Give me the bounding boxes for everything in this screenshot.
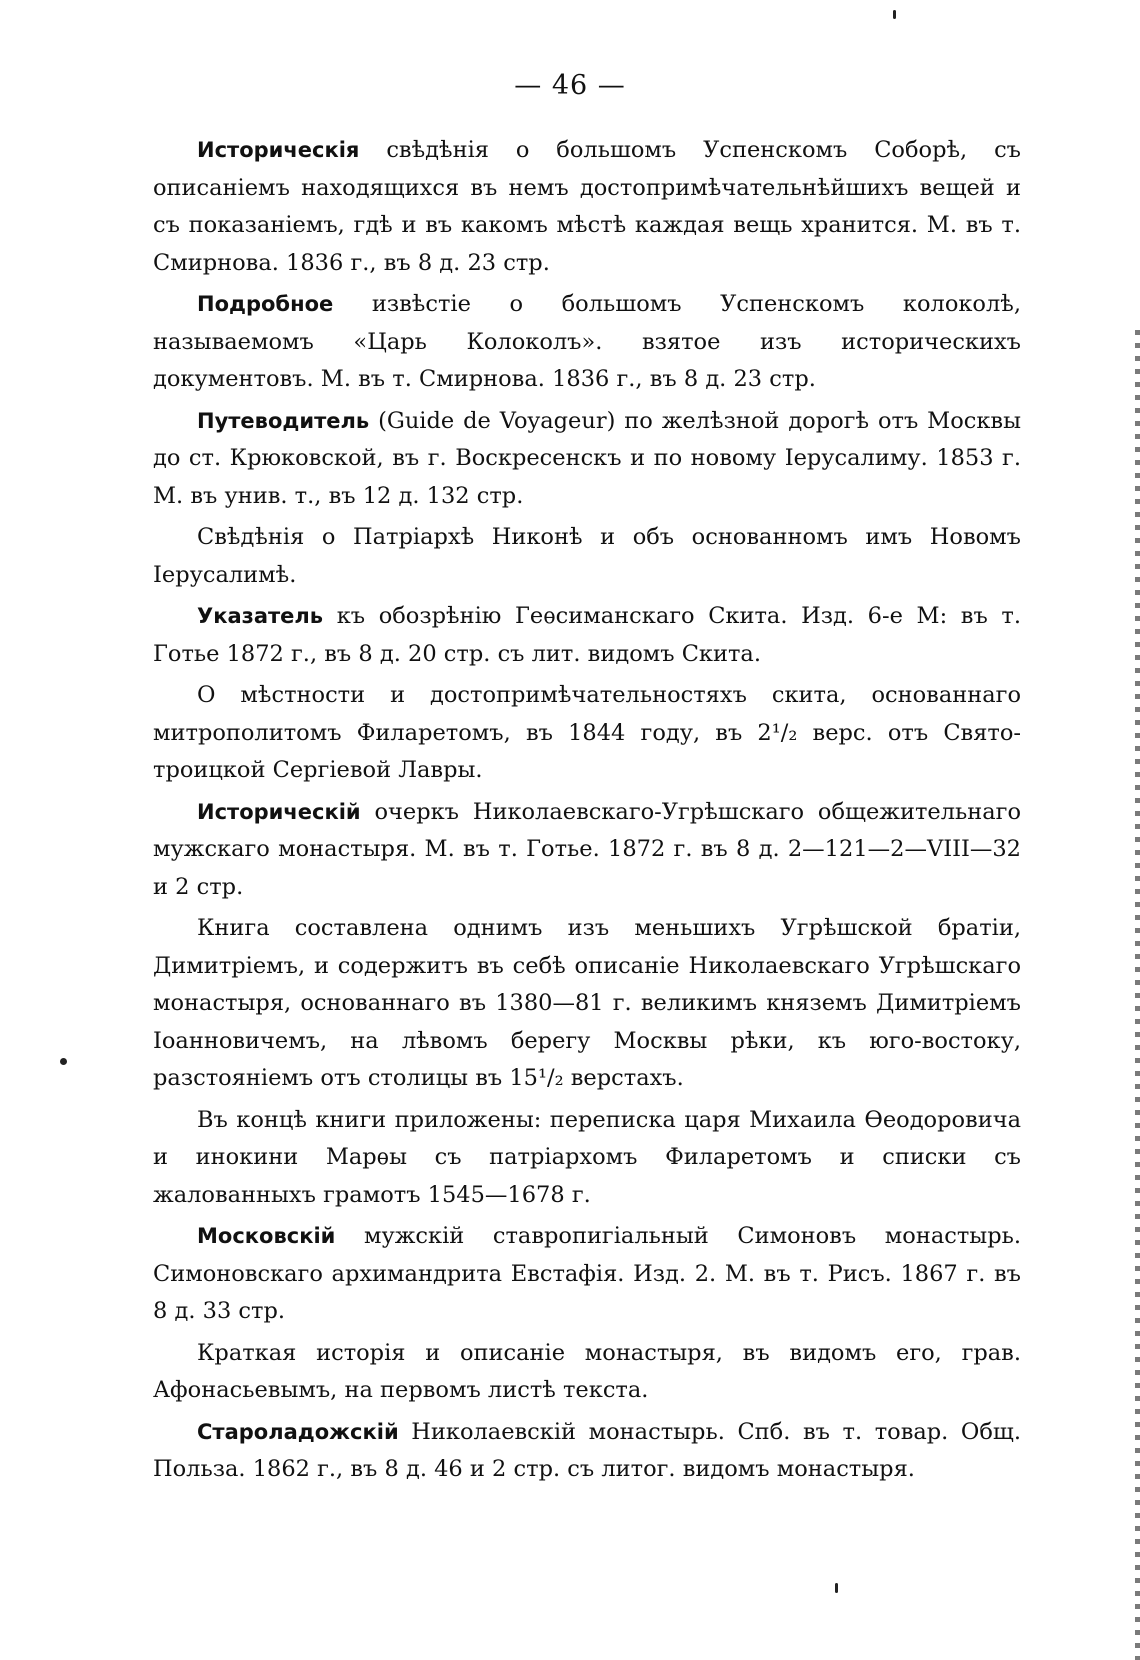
entry-text: извѣстіе о большомъ Успенскомъ колоколѣ, называемомъ «Царь Колоколъ». взятое изъ историческихъ документовъ. М. въ т. Смирнова. 1836 г., въ 8 д. 23 стр.	[153, 291, 1021, 392]
entry-text: очеркъ Николаевскаго-Угрѣшскаго общежительнаго мужскаго монастыря. М. въ т. Готье. 1872 г. въ 8 д. 2—121—2—VIII—32 и 2 стр.	[153, 798, 1021, 900]
entry-lead-word: Указатель	[197, 604, 324, 628]
catalog-text	[153, 132, 1021, 1493]
entry-lead-word: Подробное	[197, 292, 334, 316]
entry-annotation	[153, 677, 1021, 790]
entry-text: къ обозрѣнію Геѳсиманскаго Скита. Изд. 6-е М: въ т. Готье 1872 г., въ 8 д. 20 стр. съ лит. видомъ Скита.	[153, 603, 1021, 667]
entry-text: мужскій ставропигіальный Симоновъ монастырь. Симоновскаго архимандрита Евстафія. Изд. 2. М. въ т. Рисъ. 1867 г. въ 8 д. 33 стр.	[153, 1223, 1021, 1324]
entry-text: О мѣстности и достопримѣчательностяхъ скита, основаннаго митрополитомъ Филаретомъ, въ 1844 году, въ 2¹/₂ верс. отъ Свято-троицкой Сергіевой Лавры.	[153, 682, 1021, 783]
ink-speck	[893, 10, 896, 19]
page-number: — 46 —	[514, 70, 626, 101]
entry-annotation	[153, 519, 1021, 594]
catalog-entry	[153, 403, 1021, 516]
entry-text: Краткая исторія и описаніе монастыря, въ видомъ его, грав. Афонасьевымъ, на первомъ листѣ текста.	[153, 1339, 1021, 1403]
catalog-entry	[153, 598, 1021, 673]
ink-speck	[60, 1058, 67, 1065]
entry-text: Николаевскій монастырь. Спб. въ т. товар. Общ. Польза. 1862 г., въ 8 д. 46 и 2 стр. съ литог. видомъ монастыря.	[153, 1418, 1021, 1482]
catalog-entry	[153, 286, 1021, 399]
entry-text: Въ концѣ книги приложены: переписка царя Михаила Ѳеодоровича и инокини Марѳы съ патріархомъ Филаретомъ и списки съ жалованныхъ грамотъ 1545—1678 г.	[153, 1106, 1021, 1208]
entry-text: Свѣдѣнія о Патріархѣ Никонѣ и объ основанномъ имъ Новомъ Іерусалимѣ.	[153, 524, 1021, 588]
catalog-entry	[153, 1414, 1021, 1489]
entry-lead-word: Староладожскій	[197, 1419, 399, 1444]
entry-annotation	[153, 1102, 1021, 1215]
entry-text: Книга составлена однимъ изъ меньшихъ Угрѣшской братіи, Димитріемъ, и содержитъ въ себѣ описаніе Николаевскаго Угрѣшскаго монастыря, основаннаго въ 1380—81 г. великимъ княземъ Димитріемъ Іоанновичемъ, на лѣвомъ берегу Москвы рѣки, къ юго-востоку, разстояніемъ отъ столицы въ 15¹/₂ верстахъ.	[153, 915, 1021, 1091]
entry-annotation	[153, 910, 1021, 1098]
entry-lead-word: Путеводитель	[197, 408, 370, 433]
catalog-entry	[153, 1218, 1021, 1331]
catalog-entry	[153, 794, 1021, 907]
entry-text: свѣдѣнія о большомъ Успенскомъ Соборѣ, съ описаніемъ находящихся въ немъ достопримѣчательнѣйшихъ вещей и съ показаніемъ, гдѣ и въ какомъ мѣстѣ каждая вещь хранится. М. въ т. Смирнова. 1836 г., въ 8 д. 23 стр.	[153, 137, 1021, 276]
entry-lead-word: Историческій	[197, 799, 361, 824]
page-edge-binding-shadow	[1135, 330, 1140, 1660]
entry-annotation	[153, 1335, 1021, 1410]
catalog-entry	[153, 132, 1021, 282]
entry-text: (Guide de Voyageur) по желѣзной дорогѣ отъ Москвы до ст. Крюковской, въ г. Воскресенскъ и по новому Іерусалиму. 1853 г. М. въ унив. т., въ 12 д. 132 стр.	[153, 407, 1021, 509]
entry-lead-word: Историческія	[197, 138, 360, 162]
ink-speck	[835, 1583, 838, 1593]
entry-lead-word: Московскій	[197, 1224, 336, 1248]
